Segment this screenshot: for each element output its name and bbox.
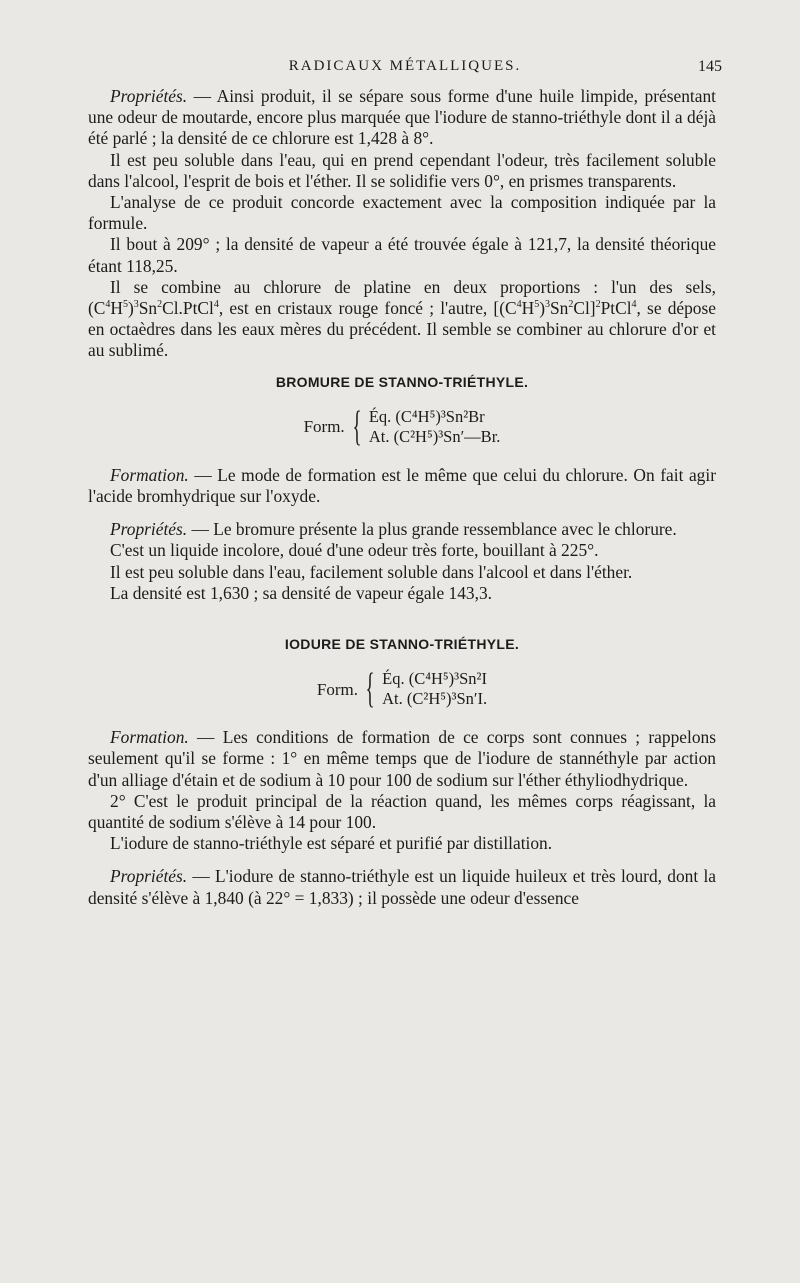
spacer	[88, 854, 716, 866]
page-number: 145	[698, 58, 722, 75]
superscript: 3	[133, 299, 139, 311]
running-title: RADICAUX MÉTALLIQUES.	[288, 58, 522, 74]
superscript: 3	[544, 299, 550, 311]
paragraph-iodure-reaction: 2° C'est le produit principal de la réaction quand, les mêmes corps réagissant, la quantité de sodium s'élève à 14 pour 100.	[88, 790, 716, 833]
paragraph-lead: Propriétés.	[110, 519, 188, 540]
superscript: 2	[595, 299, 601, 311]
paragraph-bromure-liquide: C'est un liquide incolore, doué d'une odeur très forte, bouillant à 225°.	[110, 540, 599, 561]
formula-equivalent: Éq. (C⁴H⁵)³Sn²I	[382, 669, 487, 689]
paragraph-ebullition: Il bout à 209° ; la densité de vapeur a été trouvée égale à 121,7, la densité théorique étant 118,25.	[88, 234, 716, 276]
paragraph-lead: Formation.	[110, 464, 189, 485]
superscript: 4	[213, 299, 219, 311]
paragraph-chlorure-proprietes	[88, 86, 716, 150]
paragraph-lead: Propriétés.	[110, 866, 188, 887]
paragraph-solubilite: Il est peu soluble dans l'eau, qui en prend cependant l'odeur, très facilement soluble dans l'alcool, l'esprit de bois et l'éther. Il se solidifie vers 0°, en prismes transparents.	[88, 149, 716, 191]
paragraph-bromure-formation	[88, 465, 716, 507]
text-run: Sn	[138, 298, 158, 319]
superscript: 4	[105, 299, 111, 311]
text-run: PtCl	[600, 298, 632, 319]
text-run: Il se combine au chlorure de platine en deux proportions : l'un des sels, (C	[88, 276, 716, 319]
paragraph-lead: Propriétés.	[110, 86, 188, 106]
paragraph-bromure-proprietes	[88, 519, 716, 540]
text-run: Cl.PtCl	[162, 298, 214, 319]
superscript: 5	[534, 299, 540, 311]
paragraph-chlorure-platine	[88, 277, 716, 362]
section-heading-iodure: IODURE DE STANNO-TRIÉTHYLE.	[284, 636, 520, 653]
formula-atomic: At. (C²H⁵)³Sn′—Br.	[368, 426, 501, 446]
formula-lines	[382, 669, 487, 709]
paragraph-text: — Le mode de formation est le même que celui du chlorure. On fait agir l'acide bromhydrique sur l'oxyde.	[88, 464, 716, 507]
text-run: Cl]	[573, 298, 596, 319]
paragraph-text: — Le bromure présente la plus grande ressemblance avec le chlorure.	[187, 519, 677, 540]
formula-atomic: At. (C²H⁵)³Sn′I.	[382, 689, 488, 709]
superscript: 4	[631, 299, 637, 311]
formula-iodure	[88, 666, 716, 713]
paragraph-bromure-densite: La densité est 1,630 ; sa densité de vapeur égale 143,3.	[110, 582, 492, 603]
text-run: )	[127, 298, 134, 319]
text-run: , est en cristaux rouge foncé ; l'autre, [(C	[218, 298, 517, 319]
superscript: 4	[516, 299, 522, 311]
paragraph-iodure-formation	[88, 727, 716, 791]
formula-label: Form.	[316, 679, 358, 699]
text-run: , se dépose en octaèdres dans les eaux mères du précédent. Il semble se combiner au chlorure d'or et au sublimé.	[88, 298, 716, 361]
paragraph-iodure-proprietes	[88, 866, 716, 908]
page-body	[88, 86, 716, 909]
text-run: H	[110, 298, 123, 319]
brace-glyph: {	[365, 666, 375, 713]
superscript: 5	[122, 299, 128, 311]
paragraph-iodure-distillation: L'iodure de stanno-triéthyle est séparé et purifié par distillation.	[110, 833, 553, 854]
text-run: H	[521, 298, 535, 319]
brace-glyph: {	[352, 403, 362, 450]
section-heading-bromure: BROMURE DE STANNO-TRIÉTHYLE.	[275, 373, 529, 390]
formula-label: Form.	[303, 417, 345, 437]
spacer	[88, 507, 716, 519]
paragraph-text: — Les conditions de formation de ce corps sont connues ; rappelons seulement qu'il se forme : 1° en même temps que de l'iodure de stannéthyle par action d'un alliage d'étain et de sodium à 10 pour 100 de sodium sur l'éther éthyliodhydrique.	[88, 727, 716, 790]
paragraph-lead: Formation.	[110, 727, 189, 748]
paragraph-analyse: L'analyse de ce produit concorde exactement avec la composition indiquée par la formule.	[88, 192, 716, 234]
formula-bromure	[88, 403, 716, 450]
formula-equivalent: Éq. (C⁴H⁵)³Sn²Br	[368, 406, 485, 426]
page-header	[88, 56, 722, 80]
paragraph-text: — Ainsi produit, il se sépare sous forme d'une huile limpide, présentant une odeur de moutarde, encore plus marquée que l'iodure de stanno-triéthyle dont il a déjà été parlé ; la densité de ce chlorure est 1,428 à 8°.	[88, 86, 716, 149]
paragraph-text: — L'iodure de stanno-triéthyle est un liquide huileux et très lourd, dont la densité s'élève à 1,840 (à 22° = 1,833) ; il possède une odeur d'essence	[88, 866, 716, 908]
paragraph-bromure-solubilite: Il est peu soluble dans l'eau, facilement soluble dans l'alcool et dans l'éther.	[110, 561, 633, 582]
superscript: 2	[568, 299, 574, 311]
formula-lines	[369, 407, 501, 447]
text-run: Sn	[549, 298, 569, 319]
superscript: 2	[157, 299, 163, 311]
text-run: )	[539, 298, 545, 319]
